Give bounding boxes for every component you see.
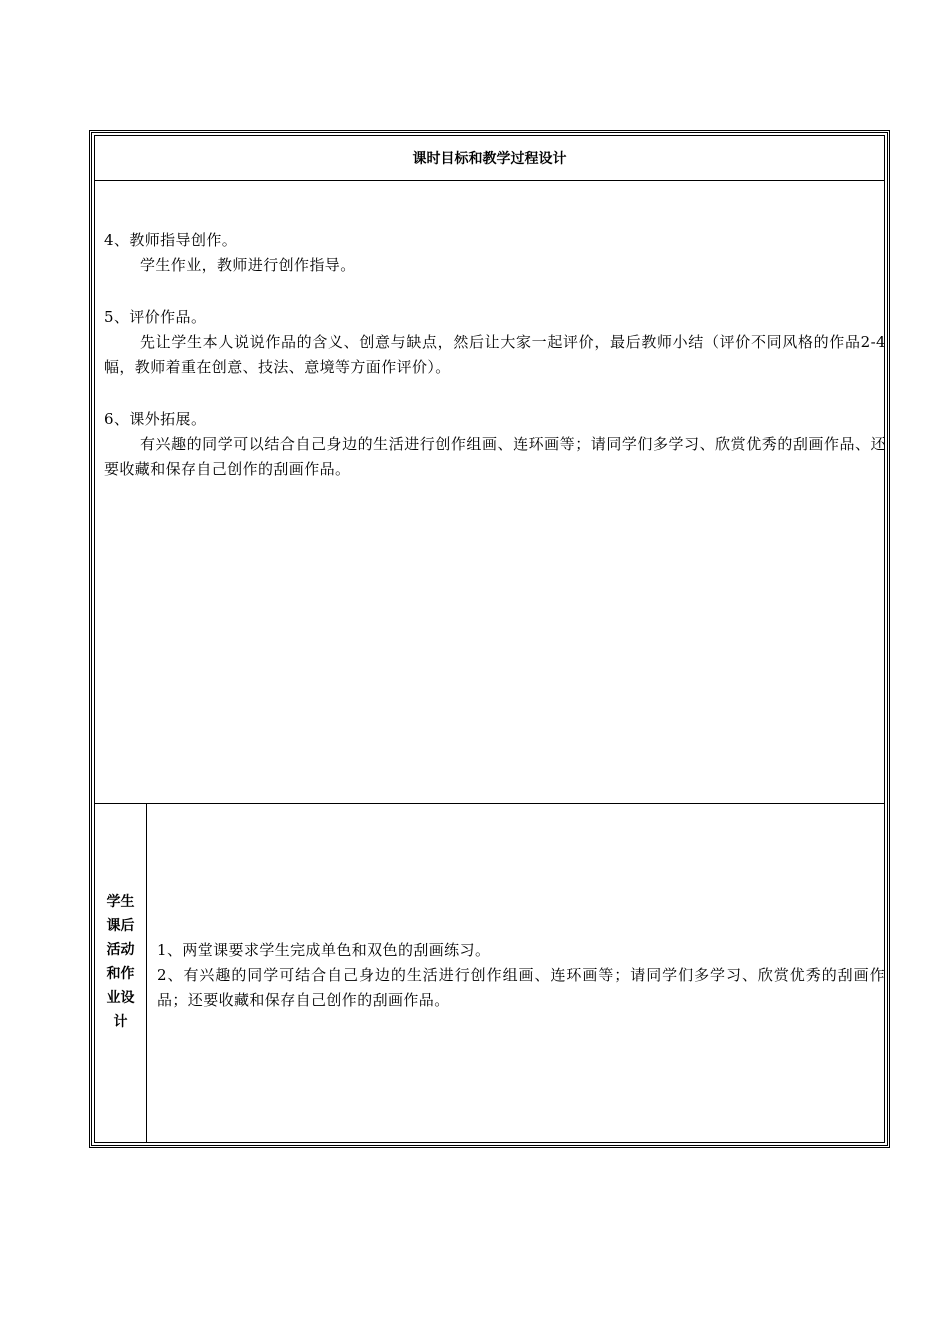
section-6-body: 有兴趣的同学可以结合自己身边的生活进行创作组画、连环画等；请同学们多学习、欣赏优秀的刮画作品、还要收藏和保存自己创作的刮画作品。 — [104, 435, 886, 478]
section-gap — [104, 380, 886, 407]
homework-item-2: 2、有兴趣的同学可结合自己身边的生活进行创作组画、连环画等；请同学们多学习、欣赏优秀的刮画作品；还要收藏和保存自己创作的刮画作品。 — [157, 966, 885, 1009]
after-class-row — [95, 803, 884, 1142]
section-5-title: 5、评价作品。 — [104, 308, 207, 326]
homework-content — [157, 938, 885, 1013]
table-header: 课时目标和教学过程设计 — [95, 136, 884, 181]
after-class-label: 学生课后活动和作业设计 — [106, 894, 135, 1030]
homework-item-1: 1、两堂课要求学生完成单色和双色的刮画练习。 — [157, 941, 491, 959]
section-gap — [104, 278, 886, 305]
section-5-body: 先让学生本人说说作品的含义、创意与缺点，然后让大家一起评价，最后教师小结（评价不同风格的作品2-4幅，教师着重在创意、技法、意境等方面作评价）。 — [104, 333, 886, 376]
section-4-title: 4、教师指导创作。 — [104, 231, 238, 249]
table-inner — [94, 135, 885, 1143]
section-6-title: 6、课外拓展。 — [104, 410, 207, 428]
after-class-label-cell — [95, 804, 147, 1142]
teaching-process-content — [104, 228, 886, 482]
section-4-body: 学生作业，教师进行创作指导。 — [140, 256, 356, 274]
lesson-plan-table — [89, 130, 890, 1148]
